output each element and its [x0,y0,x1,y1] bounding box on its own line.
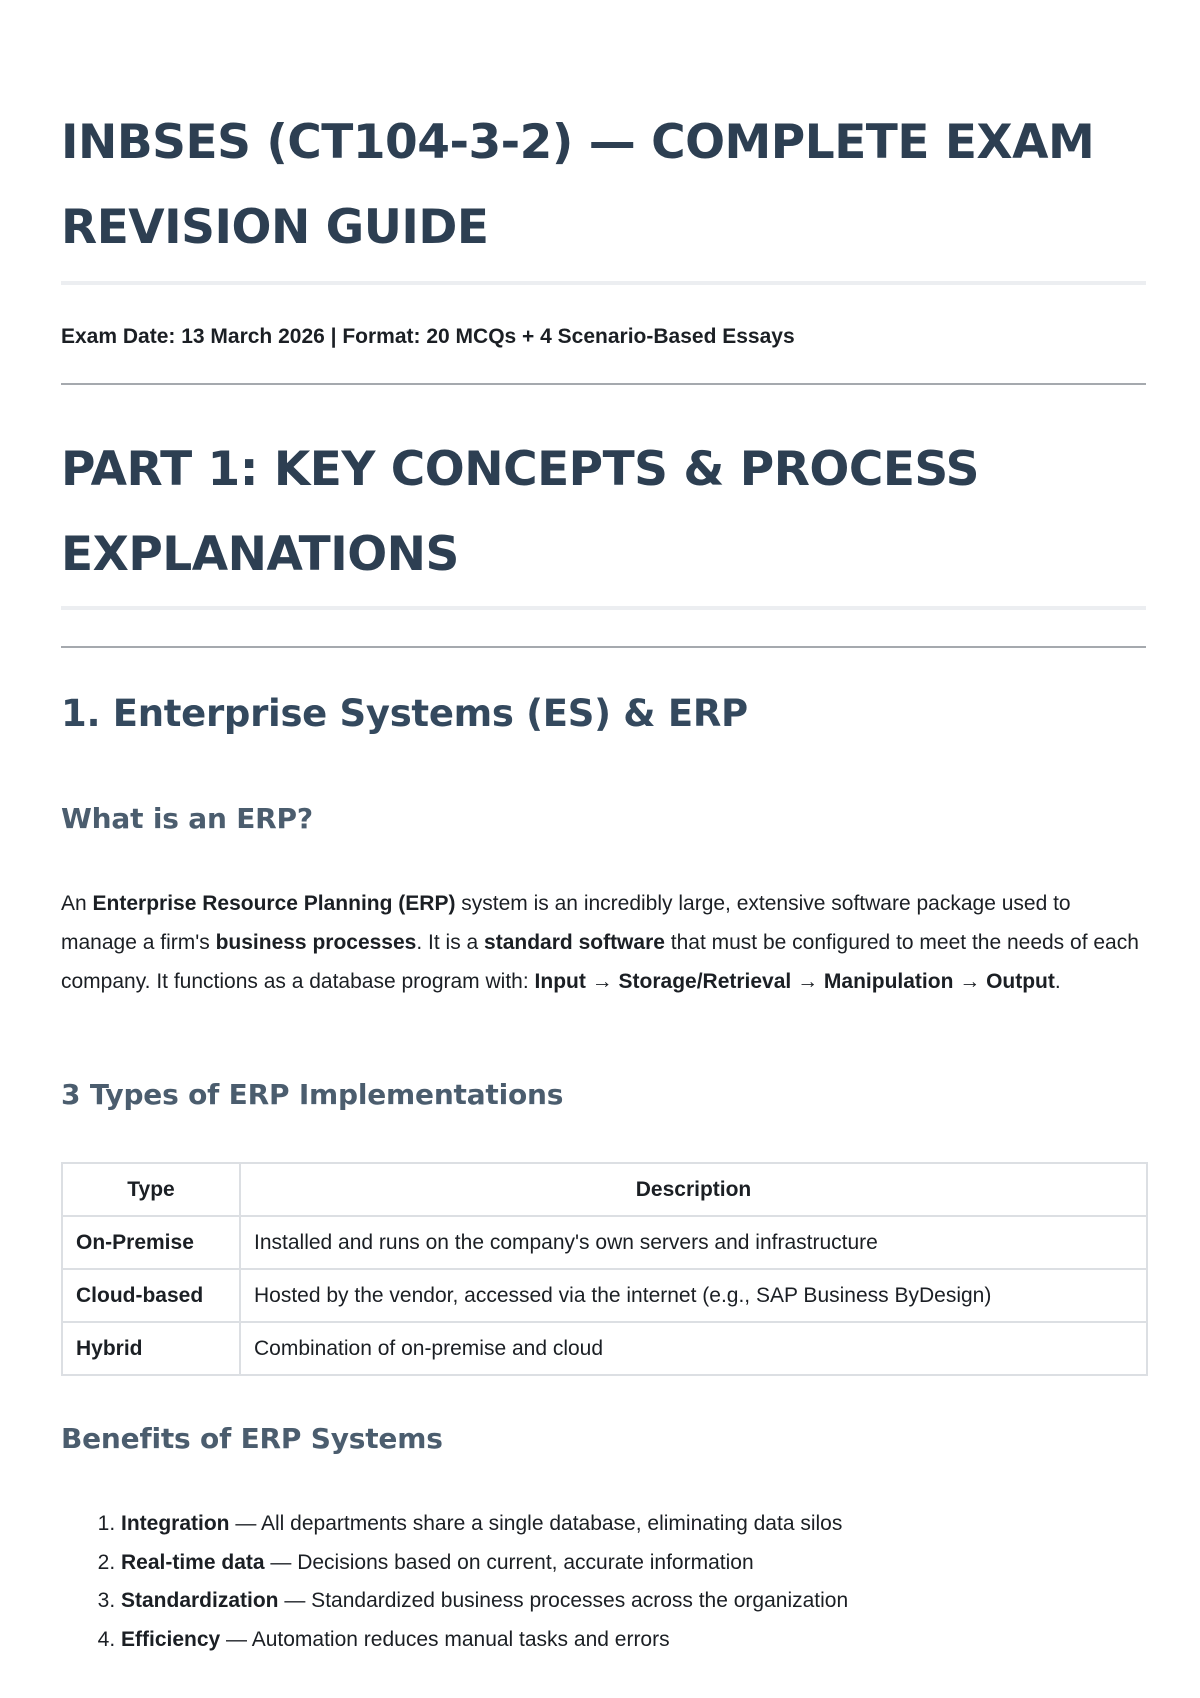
erp-types-heading: 3 Types of ERP Implementations [61,1078,564,1111]
description-cell: Hosted by the vendor, accessed via the internet (e.g., SAP Business ByDesign) [240,1269,1147,1322]
description-cell: Installed and runs on the company's own servers and infrastructure [240,1216,1147,1269]
paragraph-bold: business processes [215,931,417,954]
benefit-text: — All departments share a single database, eliminating data silos [229,1512,843,1535]
benefit-term: Efficiency [121,1627,221,1651]
erp-benefits-list [61,1505,848,1659]
type-cell: Hybrid [62,1322,240,1375]
document-title [61,100,1146,270]
table-row [62,1322,1147,1375]
benefit-term: Standardization [121,1589,279,1612]
horizontal-divider [61,383,1146,385]
benefit-term: Integration [121,1512,230,1535]
column-header-type: Type [62,1163,240,1216]
erp-definition-paragraph [61,884,1146,1001]
list-item [121,1621,848,1660]
title-underline [61,281,1146,285]
horizontal-divider [61,646,1146,648]
paragraph-bold: standard software [484,931,665,954]
list-item [121,1582,848,1621]
section-1-heading: 1. Enterprise Systems (ES) & ERP [61,692,748,735]
list-item [121,1505,848,1544]
table-row [62,1216,1147,1269]
table-header-row [62,1163,1147,1216]
table-row [62,1269,1147,1322]
type-cell: On-Premise [62,1216,240,1269]
benefit-text: — Decisions based on current, accurate information [264,1550,754,1574]
part-1-heading-line-2: EXPLANATIONS [61,527,459,582]
benefit-text: — Standardized business processes across the organization [278,1589,849,1612]
part-1-heading-line-1: PART 1: KEY CONCEPTS & PROCESS [61,442,980,497]
paragraph-text: system is an incredibly large, extensive software package used to manage a firm's [61,892,1071,954]
list-item [121,1544,848,1583]
paragraph-bold: Enterprise Resource Planning (ERP) [92,892,456,915]
paragraph-bold: Input → Storage/Retrieval → Manipulation → Output [534,970,1055,993]
document-title-line-2: REVISION GUIDE [61,200,489,255]
document-title-line-1: INBSES (CT104-3-2) — COMPLETE EXAM [61,115,1095,170]
part-1-underline [61,606,1146,610]
exam-meta: Exam Date: 13 March 2026 | Format: 20 MCQs + 4 Scenario-Based Essays [61,325,795,348]
paragraph-text: that must be configured to meet the needs of each company. It functions as a database program with: [61,931,1139,993]
paragraph-text: An [61,892,93,915]
description-cell: Combination of on-premise and cloud [240,1322,1147,1375]
column-header-description: Description [240,1163,1147,1216]
paragraph-text: . It is a [416,931,485,954]
what-is-erp-heading: What is an ERP? [61,802,313,835]
erp-benefits-heading: Benefits of ERP Systems [61,1422,443,1455]
type-cell: Cloud-based [62,1269,240,1322]
erp-types-table [61,1162,1148,1376]
part-1-heading [61,427,1146,597]
paragraph-text: . [1054,970,1061,993]
benefit-term: Real-time data [121,1550,265,1574]
benefit-text: — Automation reduces manual tasks and errors [220,1627,670,1651]
